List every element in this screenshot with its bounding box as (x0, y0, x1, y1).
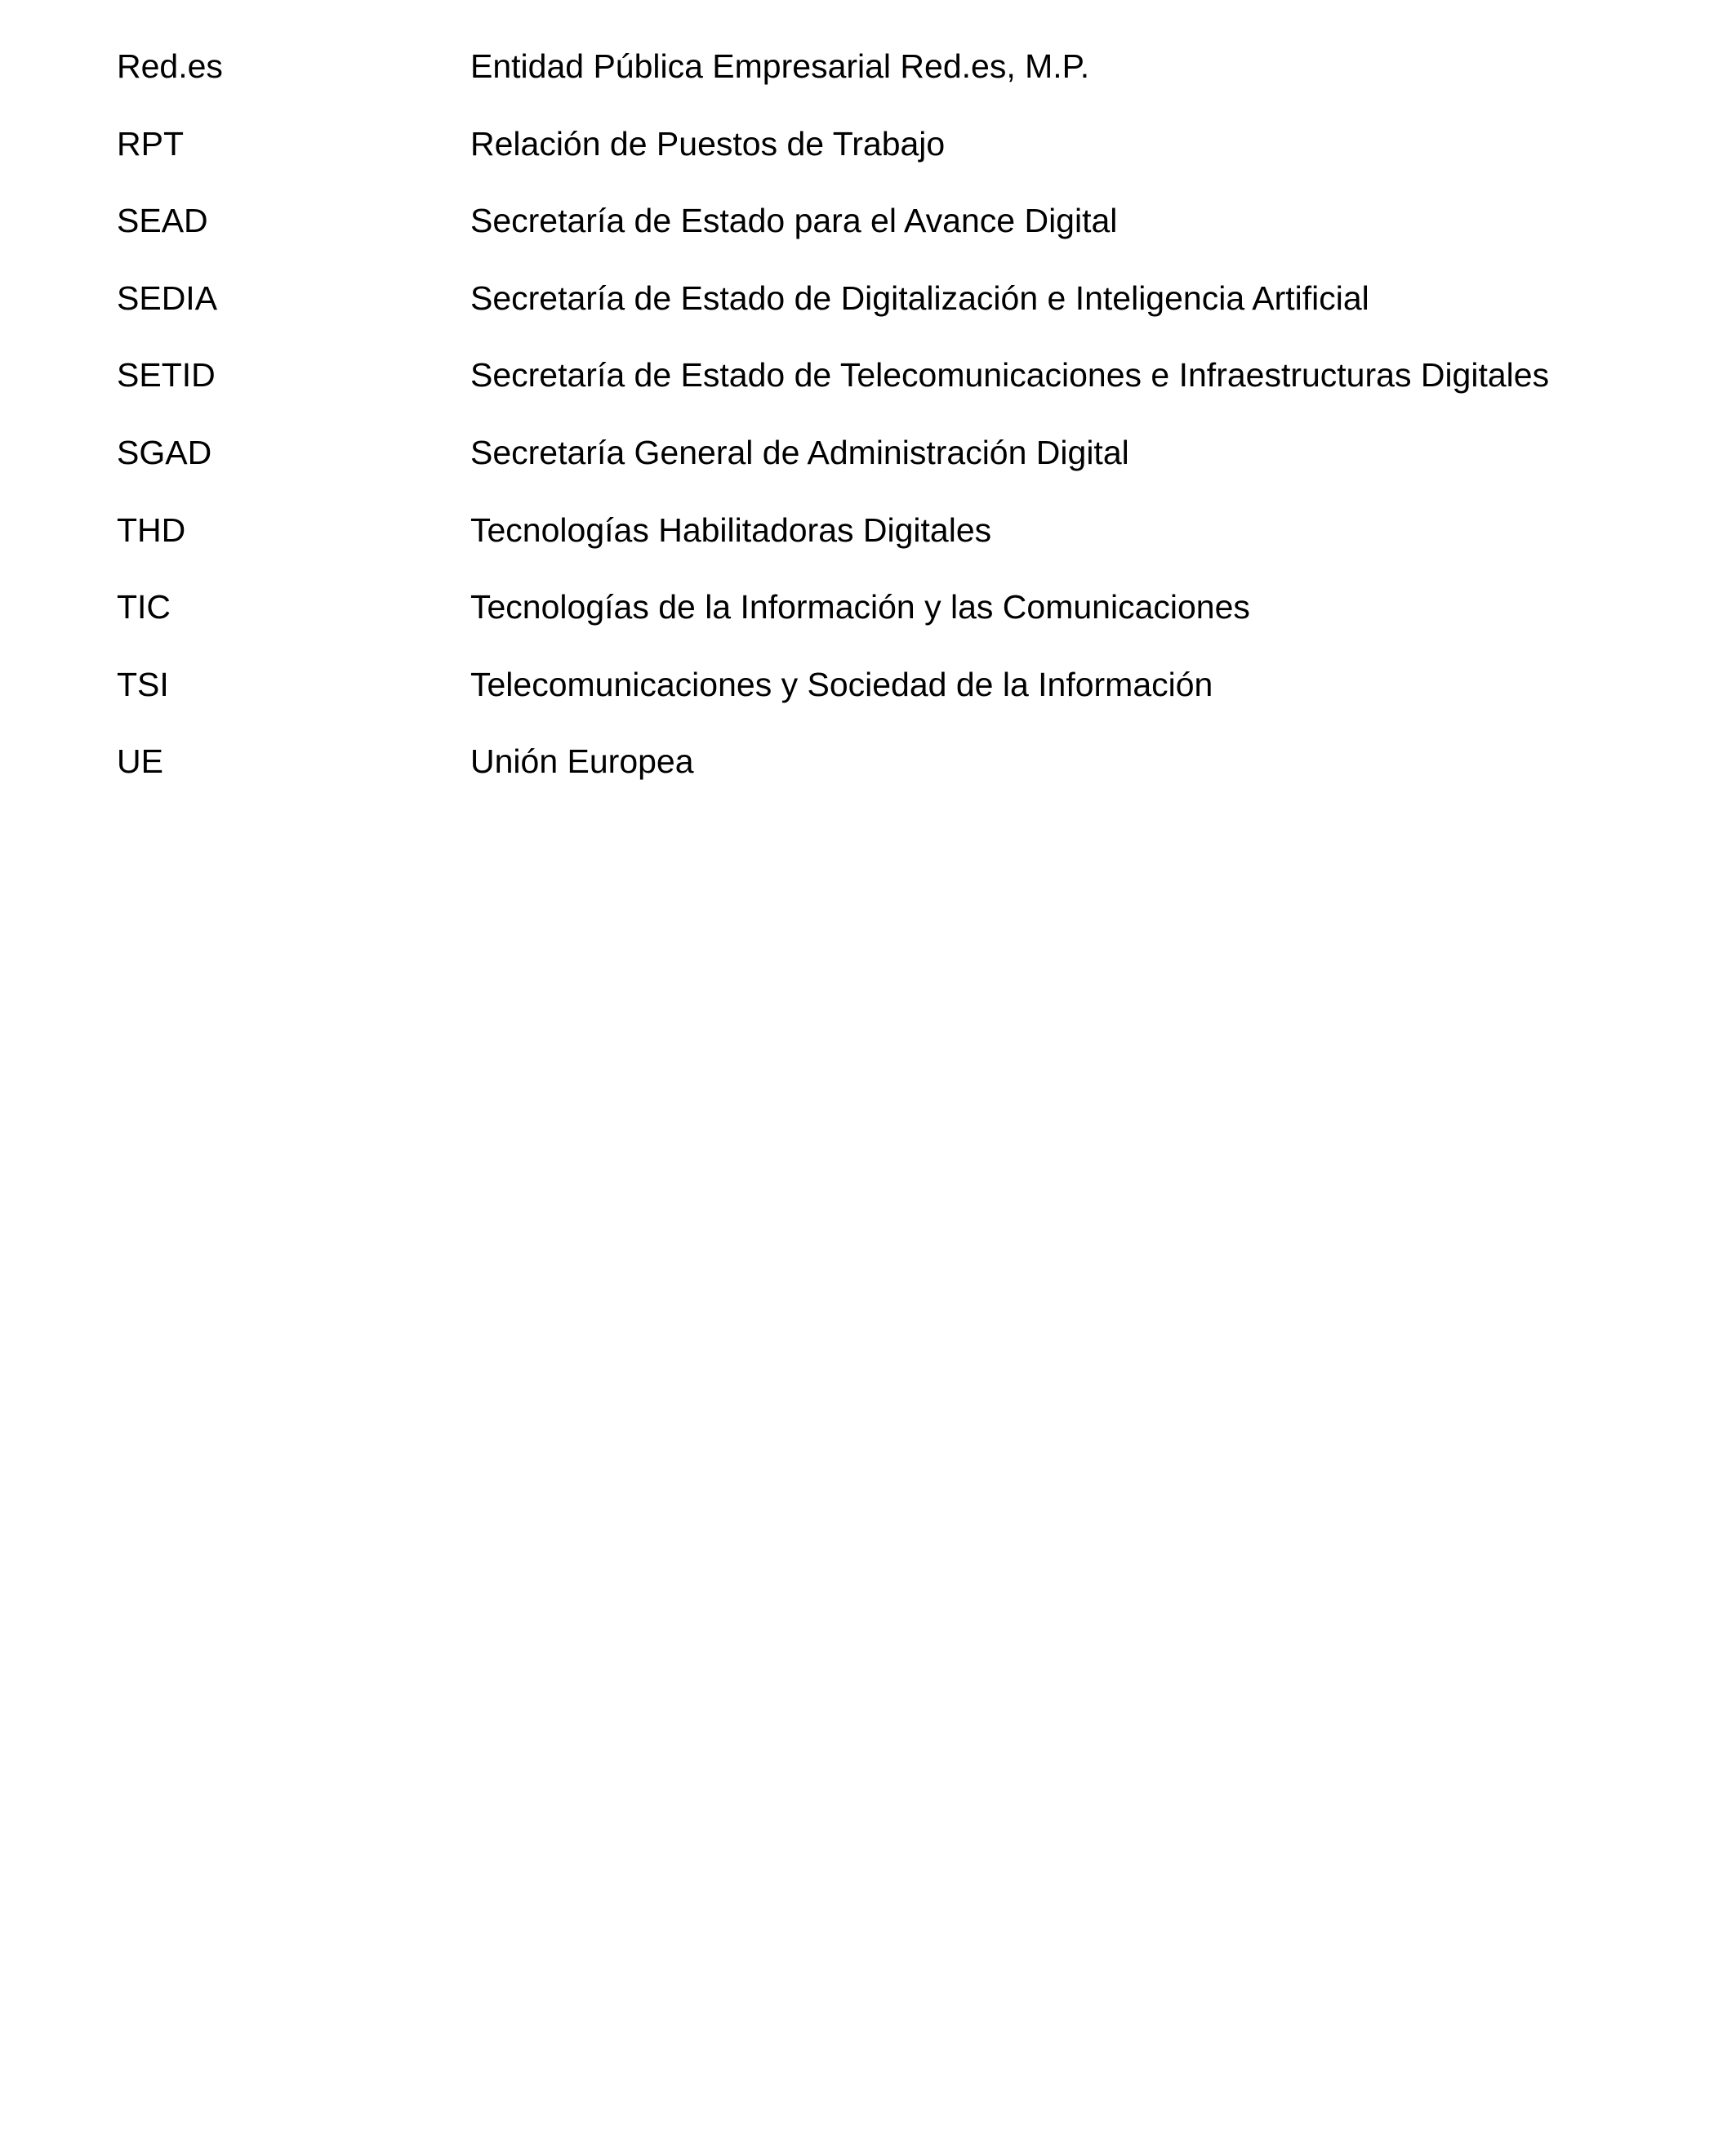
glossary-row (117, 426, 1668, 503)
glossary-definition: Secretaría de Estado de Telecomunicaciones e Infraestructuras Digitales (470, 356, 1550, 395)
glossary-definition: Relación de Puestos de Trabajo (470, 124, 946, 163)
glossary-row (117, 503, 1668, 581)
glossary-term: THD (117, 510, 186, 549)
glossary-definition: Unión Europea (470, 742, 694, 781)
glossary-definition: Secretaría de Estado para el Avance Digital (470, 202, 1118, 240)
glossary-term: RPT (117, 124, 184, 163)
glossary-row (117, 580, 1668, 658)
glossary-row (117, 194, 1668, 271)
glossary-row (117, 271, 1668, 349)
glossary-term: UE (117, 742, 163, 781)
glossary-row (117, 348, 1668, 426)
glossary-definition: Telecomunicaciones y Sociedad de la Información (470, 665, 1213, 703)
glossary-row (117, 117, 1668, 194)
glossary-row (117, 39, 1668, 117)
glossary-term: TSI (117, 665, 169, 703)
glossary-term: SEDIA (117, 279, 218, 317)
glossary-term: SGAD (117, 433, 212, 471)
glossary-term: SEAD (117, 202, 208, 240)
acronym-glossary (117, 39, 1668, 812)
glossary-definition: Entidad Pública Empresarial Red.es, M.P. (470, 47, 1090, 85)
glossary-row (117, 734, 1668, 812)
glossary-definition: Tecnologías de la Información y las Comunicaciones (470, 588, 1250, 626)
glossary-definition: Tecnologías Habilitadoras Digitales (470, 510, 992, 549)
glossary-row (117, 658, 1668, 735)
glossary-definition: Secretaría de Estado de Digitalización e Inteligencia Artificial (470, 279, 1369, 317)
glossary-term: Red.es (117, 47, 223, 85)
glossary-term: TIC (117, 588, 171, 626)
glossary-term: SETID (117, 356, 216, 395)
glossary-definition: Secretaría General de Administración Digital (470, 433, 1129, 471)
